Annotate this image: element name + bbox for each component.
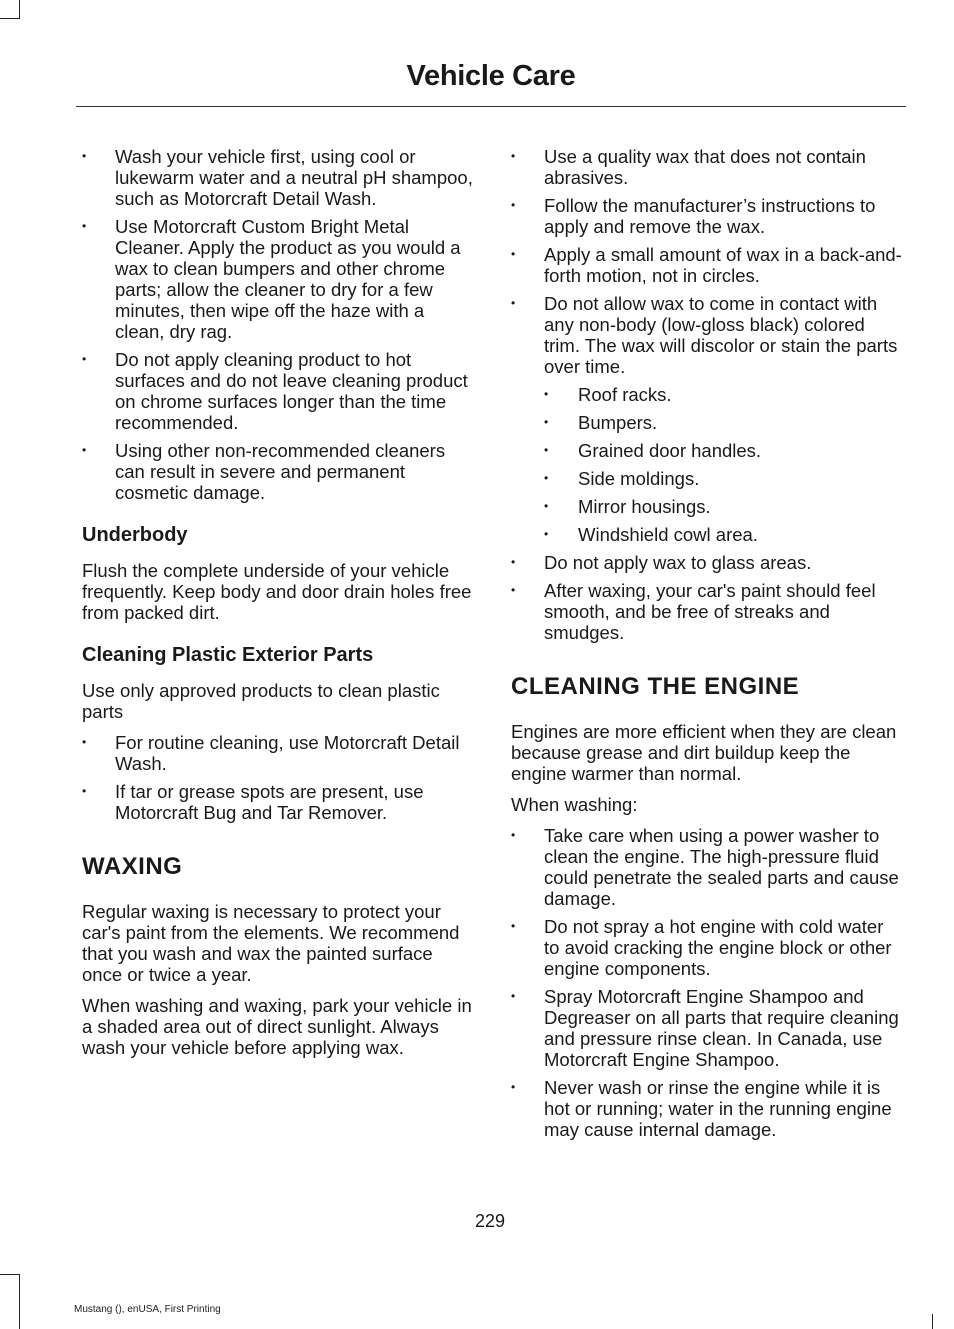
waxing-heading: WAXING <box>82 853 183 880</box>
list-item: • Use a quality wax that does not contain abrasives. <box>511 146 903 188</box>
footer-text: Mustang (), enUSA, First Printing <box>74 1304 221 1315</box>
list-item: • Bumpers. <box>544 412 903 433</box>
list-item: • Spray Motorcraft Engine Shampoo and Degreaser on all parts that require cleaning and pressure rinse clean. In Canada, use Motorcraft Engine Shampoo. <box>511 986 903 1070</box>
list-item: • Use Motorcraft Custom Bright Metal Cleaner. Apply the product as you would a wax to clean bumpers and other chrome parts; allow the cleaner to dry for a few minutes, then wipe off the haze with a clean, dry rag. <box>82 216 474 342</box>
crop-mark <box>0 1274 20 1275</box>
crop-mark <box>19 0 20 18</box>
list-item-text: Do not allow wax to come in contact with any non-body (low-gloss black) colored trim. The wax will discolor or stain the parts over time. <box>544 293 898 377</box>
wash-bullet-list <box>82 146 474 503</box>
list-item: • Do not apply wax to glass areas. <box>511 552 903 573</box>
list-item: • Do not apply cleaning product to hot surfaces and do not leave cleaning product on chrome surfaces longer than the time recommended. <box>82 349 474 433</box>
list-item: • Apply a small amount of wax in a back-and-forth motion, not in circles. <box>511 244 903 286</box>
wax-bullet-list <box>511 146 903 643</box>
waxing-paragraph: Regular waxing is necessary to protect your car's paint from the elements. We recommend that you wash and wax the painted surface once or twice a year. <box>82 901 460 985</box>
right-column <box>511 146 903 1147</box>
list-item: • Windshield cowl area. <box>544 524 903 545</box>
page-title: Vehicle Care <box>406 60 576 92</box>
engine-paragraph: When washing: <box>511 794 638 815</box>
list-item: • Do not spray a hot engine with cold water to avoid cracking the engine block or other engine components. <box>511 916 903 979</box>
engine-heading: CLEANING THE ENGINE <box>511 673 800 700</box>
list-item: • Using other non-recommended cleaners can result in severe and permanent cosmetic damage. <box>82 440 474 503</box>
list-item: • For routine cleaning, use Motorcraft Detail Wash. <box>82 732 474 774</box>
trim-sub-list <box>544 384 903 545</box>
underbody-text: Flush the complete underside of your vehicle frequently. Keep body and door drain holes free from packed dirt. <box>82 560 472 623</box>
list-item: • Never wash or rinse the engine while it is hot or running; water in the running engine may cause internal damage. <box>511 1077 903 1140</box>
plastic-bullet-list <box>82 732 474 823</box>
crop-mark <box>0 18 20 19</box>
page-number: 229 <box>474 1211 506 1231</box>
plastic-parts-heading: Cleaning Plastic Exterior Parts <box>82 644 374 666</box>
list-item: • Grained door handles. <box>544 440 903 461</box>
list-item: • Roof racks. <box>544 384 903 405</box>
underbody-heading: Underbody <box>82 524 188 546</box>
engine-paragraph: Engines are more efficient when they are clean because grease and dirt buildup keep the engine warmer than normal. <box>511 721 897 784</box>
left-column <box>82 146 474 1068</box>
header-divider <box>76 106 906 107</box>
list-item: • Mirror housings. <box>544 496 903 517</box>
list-item: • If tar or grease spots are present, use Motorcraft Bug and Tar Remover. <box>82 781 474 823</box>
crop-mark <box>19 1274 20 1329</box>
list-item: • After waxing, your car's paint should feel smooth, and be free of streaks and smudges. <box>511 580 903 643</box>
list-item: • Take care when using a power washer to clean the engine. The high-pressure fluid could penetrate the sealed parts and cause damage. <box>511 825 903 909</box>
waxing-paragraph: When washing and waxing, park your vehicle in a shaded area out of direct sunlight. Always wash your vehicle before applying wax. <box>82 995 472 1058</box>
list-item: • Wash your vehicle first, using cool or lukewarm water and a neutral pH shampoo, such as Motorcraft Detail Wash. <box>82 146 474 209</box>
plastic-parts-text: Use only approved products to clean plastic parts <box>82 680 440 722</box>
crop-mark <box>932 1314 933 1329</box>
list-item: • Follow the manufacturer’s instructions to apply and remove the wax. <box>511 195 903 237</box>
list-item <box>511 293 903 545</box>
engine-bullet-list <box>511 825 903 1140</box>
list-item: • Side moldings. <box>544 468 903 489</box>
